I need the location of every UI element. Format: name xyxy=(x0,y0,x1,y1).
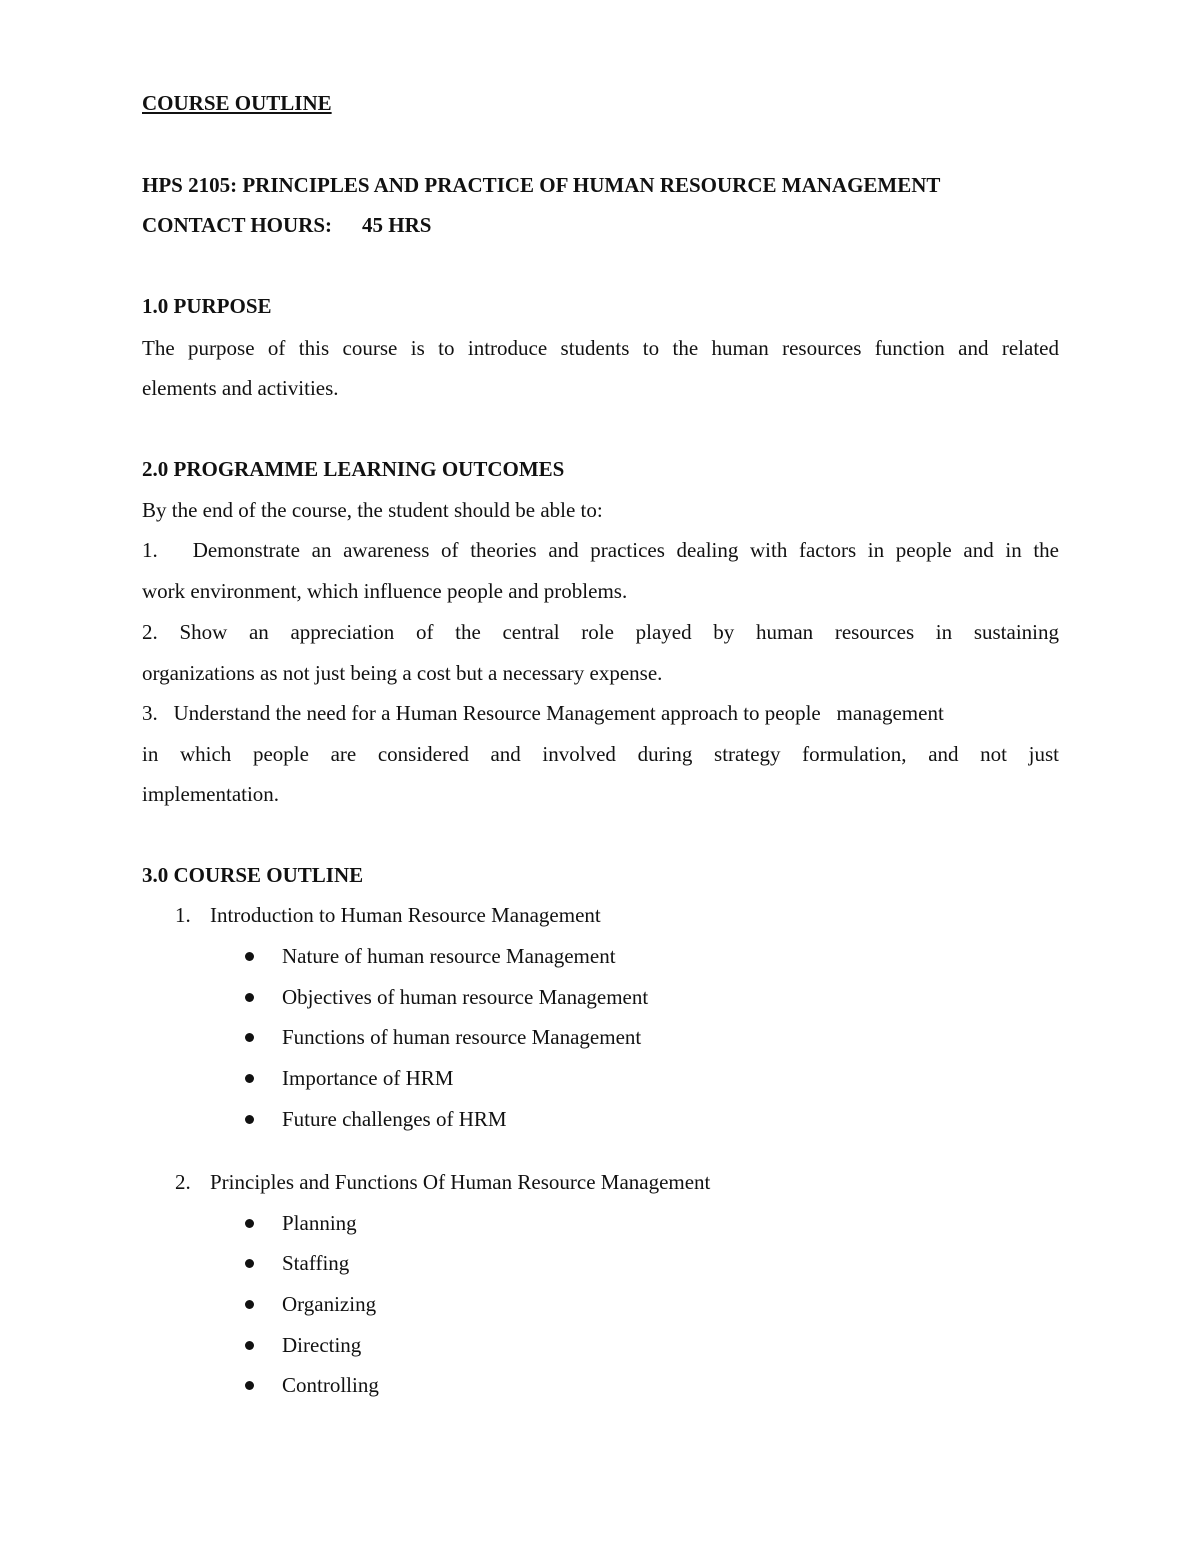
outline-heading: 3.0 COURSE OUTLINE xyxy=(142,863,364,887)
bullet-icon xyxy=(245,952,254,961)
outline-section-2-bullet-1: Planning xyxy=(282,1211,357,1235)
outcome-item-3-line-2: in which people are considered and involved during strategy formulation, and not just xyxy=(142,742,1059,766)
outline-section-2-bullet-3: Organizing xyxy=(282,1292,377,1316)
bullet-icon xyxy=(245,1259,254,1268)
outcome-item-1-line-1: 1. Demonstrate an awareness of theories and practices dealing with factors in people and in the xyxy=(142,538,1059,562)
outline-section-1-number: 1. xyxy=(175,903,191,927)
outline-section-2-bullet-4: Directing xyxy=(282,1333,362,1357)
outline-section-1-bullet-5: Future challenges of HRM xyxy=(282,1107,507,1131)
outline-section-2-bullet-2: Staffing xyxy=(282,1251,350,1275)
document-title: COURSE OUTLINE xyxy=(142,91,332,115)
outcome-item-2-line-1: 2. Show an appreciation of the central role played by human resources in sustaining xyxy=(142,620,1059,644)
purpose-text-line-2: elements and activities. xyxy=(142,376,339,400)
outcome-item-3-line-3: implementation. xyxy=(142,782,280,806)
course-code-title: HPS 2105: PRINCIPLES AND PRACTICE OF HUMAN RESOURCE MANAGEMENT xyxy=(142,173,941,197)
outline-section-2-bullet-5: Controlling xyxy=(282,1373,379,1397)
outline-section-1-bullet-2: Objectives of human resource Management xyxy=(282,985,649,1009)
outcome-item-2-line-2: organizations as not just being a cost but a necessary expense. xyxy=(142,661,663,685)
outcomes-heading: 2.0 PROGRAMME LEARNING OUTCOMES xyxy=(142,457,565,481)
bullet-icon xyxy=(245,1219,254,1228)
contact-hours-value: 45 HRS xyxy=(362,213,432,237)
outcomes-intro: By the end of the course, the student should be able to: xyxy=(142,498,603,522)
outline-section-1-bullet-3: Functions of human resource Management xyxy=(282,1025,642,1049)
outcome-item-3-line-1: 3. Understand the need for a Human Resource Management approach to people management xyxy=(142,701,944,725)
bullet-icon xyxy=(245,1300,254,1309)
outline-section-1-title: Introduction to Human Resource Management xyxy=(210,903,601,927)
bullet-icon xyxy=(245,1341,254,1350)
purpose-text-line-1: The purpose of this course is to introduce students to the human resources function and related xyxy=(142,336,1059,360)
outline-section-2-number: 2. xyxy=(175,1170,191,1194)
outline-section-2-title: Principles and Functions Of Human Resource Management xyxy=(210,1170,711,1194)
bullet-icon xyxy=(245,1381,254,1390)
outline-section-1-bullet-1: Nature of human resource Management xyxy=(282,944,616,968)
outcome-item-1-line-2: work environment, which influence people and problems. xyxy=(142,579,628,603)
contact-hours-label: CONTACT HOURS: xyxy=(142,213,332,237)
bullet-icon xyxy=(245,993,254,1002)
bullet-icon xyxy=(245,1074,254,1083)
outline-section-1-bullet-4: Importance of HRM xyxy=(282,1066,454,1090)
bullet-icon xyxy=(245,1033,254,1042)
bullet-icon xyxy=(245,1115,254,1124)
purpose-heading: 1.0 PURPOSE xyxy=(142,294,272,318)
contact-hours xyxy=(142,212,431,238)
